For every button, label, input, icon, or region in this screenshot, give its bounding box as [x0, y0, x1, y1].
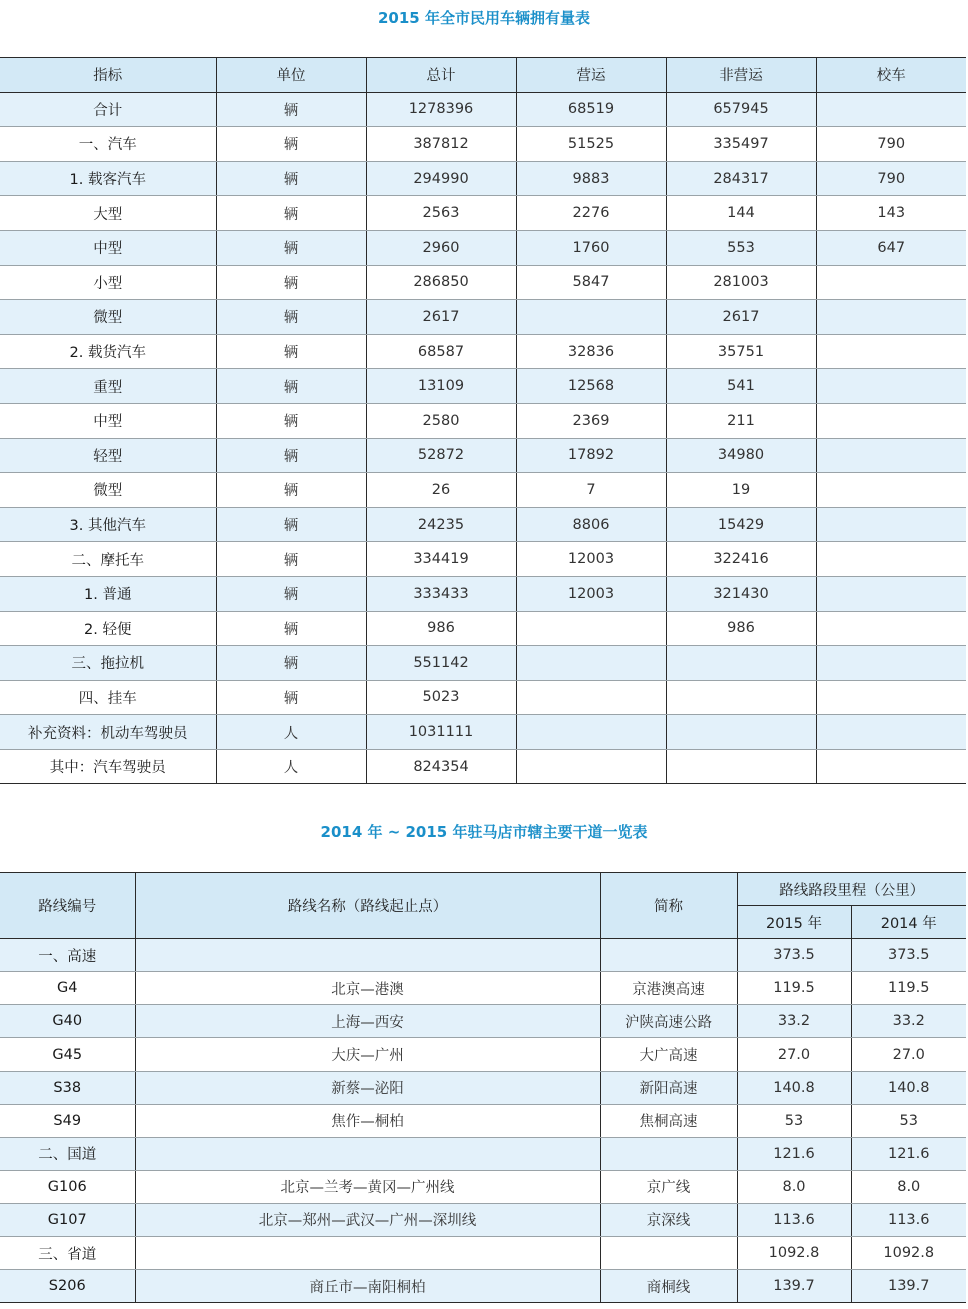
- table-cell: 5847: [516, 265, 666, 300]
- table-cell: G107: [0, 1203, 135, 1236]
- table-row: [0, 972, 966, 1005]
- table-cell: 2617: [666, 300, 816, 335]
- table-cell: 986: [366, 611, 516, 646]
- table-cell: 大型: [0, 196, 216, 231]
- table-cell: 387812: [366, 127, 516, 162]
- table-cell: 中型: [0, 230, 216, 265]
- table-cell: 322416: [666, 542, 816, 577]
- table-cell: G106: [0, 1170, 135, 1203]
- table-cell: 辆: [216, 369, 366, 404]
- table-cell: [666, 680, 816, 715]
- table-cell: 辆: [216, 196, 366, 231]
- table-cell: 7: [516, 473, 666, 508]
- table-cell: 三、省道: [0, 1237, 135, 1270]
- table-cell: [666, 646, 816, 681]
- table-cell: 辆: [216, 127, 366, 162]
- table-cell: 657945: [666, 92, 816, 127]
- table-cell: 12003: [516, 542, 666, 577]
- table-cell: [516, 646, 666, 681]
- table-row: [0, 715, 966, 750]
- table-cell: [816, 715, 966, 750]
- table-cell: 113.6: [737, 1203, 851, 1236]
- table-cell: 3. 其他汽车: [0, 507, 216, 542]
- table-cell: 12568: [516, 369, 666, 404]
- table-cell: 334419: [366, 542, 516, 577]
- table-cell: 824354: [366, 749, 516, 784]
- table-cell: [816, 92, 966, 127]
- table-cell: [516, 715, 666, 750]
- table-row: [0, 127, 966, 162]
- table-cell: 2563: [366, 196, 516, 231]
- table-cell: [666, 749, 816, 784]
- table-row: [0, 92, 966, 127]
- table-cell: G45: [0, 1038, 135, 1071]
- table-cell: 京港澳高速: [600, 972, 737, 1005]
- table-row: [0, 1137, 966, 1170]
- table-row: [0, 680, 966, 715]
- table-cell: [816, 576, 966, 611]
- table-row: [0, 939, 966, 972]
- table-cell: 1. 普通: [0, 576, 216, 611]
- column-header-2015: 2015 年: [737, 906, 851, 939]
- table-cell: 2617: [366, 300, 516, 335]
- table-cell: 2369: [516, 403, 666, 438]
- table-cell: 294990: [366, 161, 516, 196]
- table-cell: 33.2: [737, 1005, 851, 1038]
- table-cell: 人: [216, 749, 366, 784]
- table-cell: 68587: [366, 334, 516, 369]
- table-cell: [816, 507, 966, 542]
- table-cell: 辆: [216, 473, 366, 508]
- table-cell: 重型: [0, 369, 216, 404]
- table-row: [0, 196, 966, 231]
- table-cell: 8806: [516, 507, 666, 542]
- table-row: [0, 1270, 966, 1303]
- table-cell: 211: [666, 403, 816, 438]
- table-row: [0, 576, 966, 611]
- table-row: [0, 1104, 966, 1137]
- table-cell: 补充资料：机动车驾驶员: [0, 715, 216, 750]
- table-cell: S206: [0, 1270, 135, 1303]
- table-cell: 一、汽车: [0, 127, 216, 162]
- table-cell: 27.0: [737, 1038, 851, 1071]
- table-row: [0, 300, 966, 335]
- table-cell: 121.6: [851, 1137, 966, 1170]
- table-row: [0, 1203, 966, 1236]
- table-cell: 5023: [366, 680, 516, 715]
- column-header: 总计: [366, 58, 516, 93]
- table-cell: 辆: [216, 438, 366, 473]
- table-cell: 286850: [366, 265, 516, 300]
- table-row: [0, 1038, 966, 1071]
- table-cell: 北京—港澳: [135, 972, 600, 1005]
- table-row: [0, 749, 966, 784]
- table-row: [0, 265, 966, 300]
- table-cell: 27.0: [851, 1038, 966, 1071]
- table-cell: 553: [666, 230, 816, 265]
- table-cell: 281003: [666, 265, 816, 300]
- table-cell: 113.6: [851, 1203, 966, 1236]
- table-cell: 四、挂车: [0, 680, 216, 715]
- table-cell: 34980: [666, 438, 816, 473]
- table-cell: 辆: [216, 92, 366, 127]
- table-cell: 144: [666, 196, 816, 231]
- table-cell: [816, 334, 966, 369]
- table-row: [0, 403, 966, 438]
- table-cell: [600, 1137, 737, 1170]
- table-cell: 140.8: [737, 1071, 851, 1104]
- table-cell: 33.2: [851, 1005, 966, 1038]
- table-cell: [816, 611, 966, 646]
- column-header-code: 路线编号: [0, 873, 135, 939]
- table-row: [0, 1071, 966, 1104]
- table-cell: 北京—兰考—黄冈—广州线: [135, 1170, 600, 1203]
- table-cell: G40: [0, 1005, 135, 1038]
- table-row: [0, 161, 966, 196]
- table-cell: 商桐线: [600, 1270, 737, 1303]
- table-cell: 9883: [516, 161, 666, 196]
- vehicle-table-title: 2015 年全市民用车辆拥有量表: [378, 9, 590, 27]
- table-cell: 53: [737, 1104, 851, 1137]
- table-cell: S38: [0, 1071, 135, 1104]
- table-cell: [135, 1137, 600, 1170]
- table-row: [0, 334, 966, 369]
- table-cell: 140.8: [851, 1071, 966, 1104]
- table-row: [0, 438, 966, 473]
- table-cell: 8.0: [851, 1170, 966, 1203]
- table-cell: 二、国道: [0, 1137, 135, 1170]
- table-cell: 335497: [666, 127, 816, 162]
- table-cell: 53: [851, 1104, 966, 1137]
- table-cell: 沪陕高速公路: [600, 1005, 737, 1038]
- table-cell: 1092.8: [851, 1237, 966, 1270]
- column-header: 指标: [0, 58, 216, 93]
- table-cell: [135, 1237, 600, 1270]
- column-header-mileage: 路线路段里程（公里）: [737, 873, 966, 906]
- table-cell: 辆: [216, 334, 366, 369]
- table-cell: 二、摩托车: [0, 542, 216, 577]
- table-cell: 52872: [366, 438, 516, 473]
- table-cell: 51525: [516, 127, 666, 162]
- table-cell: 1. 载客汽车: [0, 161, 216, 196]
- table-cell: 辆: [216, 680, 366, 715]
- table-cell: 焦桐高速: [600, 1104, 737, 1137]
- table-cell: 12003: [516, 576, 666, 611]
- table-cell: 2. 轻便: [0, 611, 216, 646]
- table-cell: [516, 611, 666, 646]
- table-cell: 一、高速: [0, 939, 135, 972]
- table-cell: 13109: [366, 369, 516, 404]
- table-cell: 121.6: [737, 1137, 851, 1170]
- table-row: [0, 542, 966, 577]
- table-cell: [516, 680, 666, 715]
- table-cell: 790: [816, 127, 966, 162]
- table-cell: 284317: [666, 161, 816, 196]
- table-cell: 119.5: [737, 972, 851, 1005]
- table-cell: 辆: [216, 542, 366, 577]
- table-cell: [816, 680, 966, 715]
- table-cell: [600, 939, 737, 972]
- table-cell: 小型: [0, 265, 216, 300]
- table-cell: 790: [816, 161, 966, 196]
- table-cell: G4: [0, 972, 135, 1005]
- table-cell: [816, 438, 966, 473]
- table-cell: 辆: [216, 230, 366, 265]
- table-cell: 139.7: [737, 1270, 851, 1303]
- table-cell: [516, 300, 666, 335]
- table-cell: 2276: [516, 196, 666, 231]
- table-cell: [135, 939, 600, 972]
- table-cell: 轻型: [0, 438, 216, 473]
- column-header-name: 路线名称（路线起止点）: [135, 873, 600, 939]
- table-cell: 35751: [666, 334, 816, 369]
- table-cell: 辆: [216, 507, 366, 542]
- table-cell: 2960: [366, 230, 516, 265]
- table-cell: 24235: [366, 507, 516, 542]
- column-header: 单位: [216, 58, 366, 93]
- table-cell: 微型: [0, 473, 216, 508]
- table-cell: 986: [666, 611, 816, 646]
- table-cell: [666, 715, 816, 750]
- table-cell: [516, 749, 666, 784]
- table-cell: 新阳高速: [600, 1071, 737, 1104]
- table-cell: 373.5: [737, 939, 851, 972]
- table-cell: [816, 646, 966, 681]
- table-row: [0, 230, 966, 265]
- table-cell: 焦作—桐柏: [135, 1104, 600, 1137]
- table-cell: 辆: [216, 611, 366, 646]
- table-cell: 京深线: [600, 1203, 737, 1236]
- table-cell: 商丘市—南阳桐柏: [135, 1270, 600, 1303]
- table-cell: 中型: [0, 403, 216, 438]
- table-cell: S49: [0, 1104, 135, 1137]
- table-cell: 373.5: [851, 939, 966, 972]
- table-cell: 辆: [216, 576, 366, 611]
- table-cell: 32836: [516, 334, 666, 369]
- table-cell: 辆: [216, 300, 366, 335]
- vehicle-ownership-table: [0, 57, 966, 784]
- table-cell: 北京—郑州—武汉—广州—深圳线: [135, 1203, 600, 1236]
- table-cell: 647: [816, 230, 966, 265]
- road-table-title: 2014 年 ~ 2015 年驻马店市辖主要干道一览表: [320, 823, 648, 841]
- table-cell: 1092.8: [737, 1237, 851, 1270]
- table-row: [0, 611, 966, 646]
- table-cell: 辆: [216, 646, 366, 681]
- column-header: 营运: [516, 58, 666, 93]
- table-cell: 143: [816, 196, 966, 231]
- table-cell: [816, 473, 966, 508]
- table-cell: 2580: [366, 403, 516, 438]
- table-row: [0, 473, 966, 508]
- table-cell: 8.0: [737, 1170, 851, 1203]
- table-cell: 京广线: [600, 1170, 737, 1203]
- table-cell: [816, 369, 966, 404]
- table-cell: 新蔡—泌阳: [135, 1071, 600, 1104]
- table-cell: 68519: [516, 92, 666, 127]
- table-cell: 15429: [666, 507, 816, 542]
- table-cell: 19: [666, 473, 816, 508]
- table-row: [0, 369, 966, 404]
- table-cell: 139.7: [851, 1270, 966, 1303]
- column-header-short: 简称: [600, 873, 737, 939]
- table-cell: 微型: [0, 300, 216, 335]
- column-header: 校车: [816, 58, 966, 93]
- table-cell: 合计: [0, 92, 216, 127]
- column-header-2014: 2014 年: [851, 906, 966, 939]
- table-cell: 551142: [366, 646, 516, 681]
- table-cell: 1278396: [366, 92, 516, 127]
- table-row: [0, 507, 966, 542]
- table-cell: 辆: [216, 403, 366, 438]
- table-cell: 321430: [666, 576, 816, 611]
- table-cell: 上海—西安: [135, 1005, 600, 1038]
- table-cell: [600, 1237, 737, 1270]
- table-cell: [816, 542, 966, 577]
- table-cell: 辆: [216, 161, 366, 196]
- table-cell: 333433: [366, 576, 516, 611]
- header-row: [0, 58, 966, 93]
- table-cell: 541: [666, 369, 816, 404]
- table-cell: 辆: [216, 265, 366, 300]
- table-cell: [816, 300, 966, 335]
- header-row: [0, 873, 966, 906]
- table-row: [0, 646, 966, 681]
- table-cell: 三、拖拉机: [0, 646, 216, 681]
- table-cell: 其中：汽车驾驶员: [0, 749, 216, 784]
- table-row: [0, 1005, 966, 1038]
- table-cell: 大广高速: [600, 1038, 737, 1071]
- table-row: [0, 1170, 966, 1203]
- table-row: [0, 1237, 966, 1270]
- table-cell: 17892: [516, 438, 666, 473]
- table-cell: 26: [366, 473, 516, 508]
- table-cell: 1760: [516, 230, 666, 265]
- table-cell: [816, 749, 966, 784]
- table-cell: 大庆—广州: [135, 1038, 600, 1071]
- main-roads-table: [0, 872, 966, 1303]
- table-cell: 119.5: [851, 972, 966, 1005]
- table-cell: [816, 403, 966, 438]
- table-cell: 人: [216, 715, 366, 750]
- table-cell: 2. 载货汽车: [0, 334, 216, 369]
- table-cell: 1031111: [366, 715, 516, 750]
- table-cell: [816, 265, 966, 300]
- column-header: 非营运: [666, 58, 816, 93]
